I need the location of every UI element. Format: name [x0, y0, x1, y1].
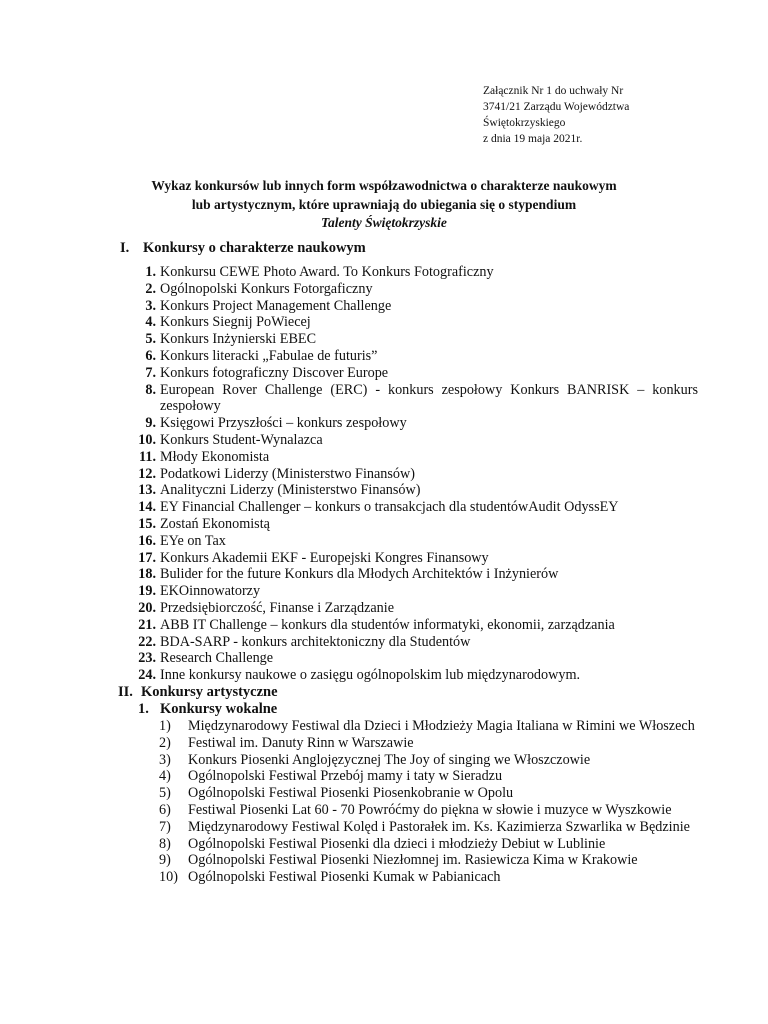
list-item-number: 1)	[159, 718, 171, 734]
list-item-text: BDA-SARP - konkurs architektoniczny dla Studentów	[160, 633, 471, 650]
list-item-number: 9)	[159, 852, 171, 869]
list-item-number: 22.	[138, 633, 156, 650]
section-heading-scientific	[120, 240, 366, 257]
list-item-text: Konkurs Student-Wynalazca	[160, 431, 323, 448]
vocal-competitions-list	[159, 718, 698, 886]
list-item-number: 10)	[159, 869, 178, 886]
list-item-number: 7)	[159, 818, 171, 835]
list-item-number: 4)	[159, 768, 171, 785]
annex-line: Świętokrzyskiego	[483, 117, 566, 129]
list-item	[120, 634, 698, 651]
list-item	[120, 583, 698, 600]
list-item-number: 24.	[138, 667, 156, 684]
section-title: Konkursy o charakterze naukowym	[143, 240, 366, 256]
list-item-number: 8)	[159, 835, 171, 852]
list-item-text: EY Financial Challenger – konkurs o transakcjach dla studentówAudit OdyssEY	[160, 499, 619, 516]
list-item-text: Ogólnopolski Festiwal Piosenki Kumak w Pabianicach	[188, 869, 501, 886]
list-item-text: Ogólnopolski Festiwal Piosenki Niezłomnej im. Rasiewicza Kima w Krakowie	[188, 852, 638, 869]
list-item-text: Inne konkursy naukowe o zasięgu ogólnopolskim lub międzynarodowym.	[160, 667, 581, 684]
subsection-title: Konkursy wokalne	[160, 701, 278, 717]
list-item	[120, 298, 698, 315]
list-item-text: Konkursu CEWE Photo Award. To Konkurs Fotograficzny	[160, 264, 494, 280]
list-item-number: 23.	[138, 650, 156, 667]
list-item-text: ABB IT Challenge – konkurs dla studentów informatyki, ekonomii, zarządzania	[160, 616, 615, 633]
list-item-number: 10.	[138, 431, 156, 448]
list-item-text: Ogólnopolski Festiwal Piosenki Piosenkobranie w Opolu	[188, 785, 514, 802]
section-number: I.	[120, 240, 130, 256]
list-item-text: Bulider for the future Konkurs dla Młodych Architektów i Inżynierów	[160, 566, 559, 583]
list-item-text: Międzynarodowy Festiwal Kolęd i Pastorałek im. Ks. Kazimierza Szwarlika w Będzinie	[188, 818, 690, 835]
list-item-text: Konkurs Siegnij PoWiecej	[160, 314, 311, 331]
list-item-text: Konkurs Akademii EKF - Europejski Kongres Finansowy	[160, 549, 489, 566]
list-item-text: Ogólnopolski Festiwal Przebój mamy i taty w Sieradzu	[188, 768, 503, 785]
scientific-competitions-list	[120, 264, 698, 684]
list-item-number: 17.	[138, 549, 156, 566]
document-title	[0, 177, 768, 233]
list-item-number: 21.	[138, 616, 156, 633]
list-item-number: 9.	[145, 415, 156, 432]
list-item	[159, 819, 698, 836]
title-line: lub artystycznym, które uprawniają do ubiegania się o stypendium	[191, 196, 577, 212]
list-item	[159, 768, 698, 785]
list-item-number: 6)	[159, 801, 171, 818]
list-item	[159, 785, 698, 802]
list-item-text: Konkurs fotograficzny Discover Europe	[160, 364, 389, 381]
list-item	[120, 566, 698, 583]
list-item-text: Festiwal Piosenki Lat 60 - 70 Powróćmy do piękna w słowie i muzyce w Wyszkowie	[188, 801, 672, 818]
section-heading-artistic	[118, 684, 278, 701]
list-item-text: Młody Ekonomista	[160, 448, 270, 465]
list-item	[120, 314, 698, 331]
list-item	[120, 331, 698, 348]
subsection-heading-vocal	[138, 701, 277, 718]
list-item	[159, 802, 698, 819]
list-item-text: Księgowi Przyszłości – konkurs zespołowy	[160, 415, 407, 432]
list-item-number: 20.	[138, 599, 156, 616]
list-item	[159, 735, 698, 752]
list-item-number: 11.	[139, 448, 156, 465]
list-item-text: Konkurs Piosenki Anglojęzycznej The Joy of singing we Włoszczowie	[188, 751, 591, 768]
list-item	[120, 415, 698, 432]
annex-note	[483, 83, 629, 147]
section-number: II.	[118, 684, 133, 700]
list-item-number: 16.	[138, 532, 156, 549]
list-item-text: Ogólnopolski Festiwal Piosenki dla dzieci i młodzieży Debiut w Lublinie	[188, 835, 606, 852]
list-item-number: 5)	[159, 785, 171, 802]
list-item	[159, 869, 698, 886]
annex-line: Załącznik Nr 1 do uchwały Nr	[483, 85, 624, 97]
list-item	[120, 281, 698, 298]
list-item-number: 3.	[145, 297, 156, 314]
list-item-number: 5.	[145, 331, 156, 348]
list-item-number: 14.	[138, 499, 156, 516]
list-item-number: 4.	[145, 314, 156, 331]
list-item	[159, 752, 698, 769]
list-item	[120, 600, 698, 617]
list-item-text: Międzynarodowy Festiwal dla Dzieci i Młodzieży Magia Italiana w Rimini we Włoszech	[188, 718, 695, 734]
list-item	[120, 264, 698, 281]
title-line: Wykaz konkursów lub innych form współzawodnictwa o charakterze naukowym	[151, 178, 617, 193]
list-item-number: 2)	[159, 734, 171, 751]
list-item	[120, 449, 698, 466]
list-item-number: 18.	[138, 566, 156, 583]
list-item-text: Przedsiębiorczość, Finanse i Zarządzanie	[160, 599, 394, 616]
list-item	[120, 365, 698, 382]
list-item	[120, 482, 698, 499]
list-item-number: 3)	[159, 751, 171, 768]
subsection-number: 1.	[138, 701, 149, 717]
list-item-number: 15.	[138, 515, 156, 532]
list-item-number: 19.	[138, 583, 156, 600]
list-item	[120, 533, 698, 550]
list-item-text: Konkurs literacki „Fabulae de futuris”	[160, 347, 378, 364]
list-item	[120, 499, 698, 516]
list-item-number: 13.	[138, 482, 156, 499]
list-item	[120, 348, 698, 365]
list-item-text: Research Challenge	[160, 650, 274, 667]
list-item-text: Podatkowi Liderzy (Ministerstwo Finansów)	[160, 465, 415, 482]
list-item-text: EYe on Tax	[160, 532, 226, 549]
list-item	[120, 466, 698, 483]
list-item	[120, 617, 698, 634]
title-program-name: Talenty Świętokrzyskie	[321, 215, 447, 230]
list-item-number: 2.	[145, 280, 156, 297]
list-item-number: 7.	[145, 364, 156, 381]
list-item-text: Konkurs Project Management Challenge	[160, 297, 392, 314]
section-title: Konkursy artystyczne	[141, 684, 278, 700]
list-item	[159, 852, 698, 869]
annex-line: z dnia 19 maja 2021r.	[483, 133, 583, 145]
list-item-number: 1.	[145, 264, 156, 280]
list-item-text: European Rover Challenge (ERC) - konkurs zespołowy Konkurs BANRISK – konkurs zespołowy	[160, 381, 698, 415]
list-item	[159, 836, 698, 853]
list-item	[120, 516, 698, 533]
list-item-text: Konkurs Inżynierski EBEC	[160, 331, 317, 348]
list-item	[120, 432, 698, 449]
list-item-number: 6.	[145, 347, 156, 364]
list-item-text: Ogólnopolski Konkurs Fotorgaficzny	[160, 280, 373, 297]
list-item-text: Analityczni Liderzy (Ministerstwo Finansów)	[160, 482, 421, 499]
list-item-number: 8.	[145, 381, 156, 398]
list-item	[120, 667, 698, 684]
list-item	[120, 382, 698, 416]
annex-line: 3741/21 Zarządu Województwa	[483, 101, 630, 113]
list-item	[120, 550, 698, 567]
list-item-text: Festiwal im. Danuty Rinn w Warszawie	[188, 734, 414, 751]
list-item	[120, 650, 698, 667]
list-item-text: EKOinnowatorzy	[160, 583, 261, 600]
list-item	[159, 718, 698, 735]
list-item-text: Zostań Ekonomistą	[160, 515, 270, 532]
list-item-number: 12.	[138, 465, 156, 482]
